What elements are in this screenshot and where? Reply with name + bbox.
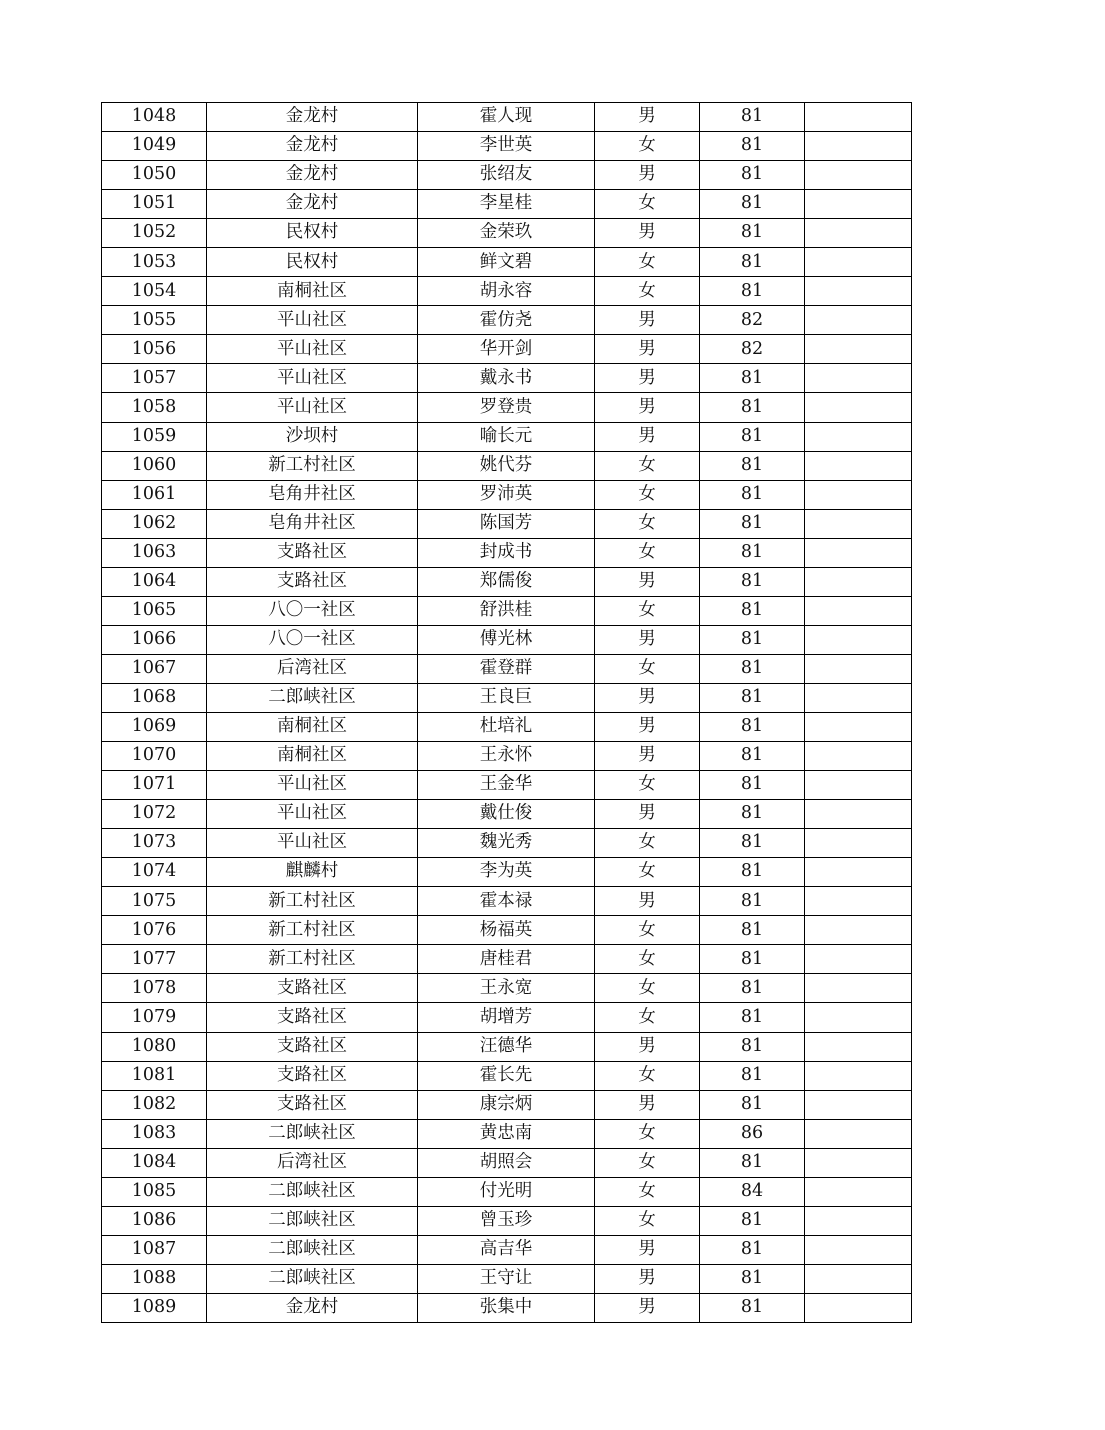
community-cell: 南桐社区 <box>207 277 418 306</box>
community-cell: 二郎峡社区 <box>207 683 418 712</box>
serial-number-cell: 1077 <box>102 945 207 974</box>
table-row <box>102 219 912 248</box>
community-cell: 二郎峡社区 <box>207 1264 418 1293</box>
serial-number-cell: 1054 <box>102 277 207 306</box>
community-cell: 二郎峡社区 <box>207 1206 418 1235</box>
age-cell: 81 <box>700 190 805 219</box>
age-cell: 81 <box>700 248 805 277</box>
gender-cell: 女 <box>595 654 700 683</box>
community-cell: 平山社区 <box>207 364 418 393</box>
table-row <box>102 364 912 393</box>
gender-cell: 女 <box>595 1061 700 1090</box>
name-cell: 陈国芳 <box>418 509 595 538</box>
serial-number-cell: 1048 <box>102 103 207 132</box>
community-cell: 南桐社区 <box>207 742 418 771</box>
note-cell <box>805 1264 912 1293</box>
table-row <box>102 800 912 829</box>
table-row <box>102 945 912 974</box>
table-row <box>102 596 912 625</box>
age-cell: 81 <box>700 654 805 683</box>
name-cell: 杜培礼 <box>418 712 595 741</box>
name-cell: 汪德华 <box>418 1032 595 1061</box>
community-cell: 支路社区 <box>207 1090 418 1119</box>
age-cell: 81 <box>700 1090 805 1119</box>
age-cell: 81 <box>700 1061 805 1090</box>
name-cell: 王金华 <box>418 771 595 800</box>
note-cell <box>805 248 912 277</box>
table-row <box>102 742 912 771</box>
age-cell: 81 <box>700 945 805 974</box>
note-cell <box>805 190 912 219</box>
name-cell: 罗登贵 <box>418 393 595 422</box>
serial-number-cell: 1056 <box>102 335 207 364</box>
age-cell: 81 <box>700 364 805 393</box>
community-cell: 平山社区 <box>207 771 418 800</box>
name-cell: 戴永书 <box>418 364 595 393</box>
age-cell: 86 <box>700 1119 805 1148</box>
table-row <box>102 1119 912 1148</box>
gender-cell: 男 <box>595 625 700 654</box>
name-cell: 胡增芳 <box>418 1003 595 1032</box>
table-row <box>102 393 912 422</box>
community-cell: 二郎峡社区 <box>207 1177 418 1206</box>
table-row <box>102 1003 912 1032</box>
note-cell <box>805 1032 912 1061</box>
table-row <box>102 451 912 480</box>
community-cell: 新工村社区 <box>207 451 418 480</box>
serial-number-cell: 1073 <box>102 829 207 858</box>
gender-cell: 男 <box>595 161 700 190</box>
age-cell: 81 <box>700 161 805 190</box>
note-cell <box>805 1206 912 1235</box>
name-cell: 胡照会 <box>418 1148 595 1177</box>
table-row <box>102 1235 912 1264</box>
community-cell: 支路社区 <box>207 538 418 567</box>
note-cell <box>805 945 912 974</box>
age-cell: 81 <box>700 567 805 596</box>
table-row <box>102 277 912 306</box>
note-cell <box>805 1003 912 1032</box>
name-cell: 喻长元 <box>418 422 595 451</box>
table-row <box>102 1032 912 1061</box>
name-cell: 王永怀 <box>418 742 595 771</box>
note-cell <box>805 771 912 800</box>
serial-number-cell: 1071 <box>102 771 207 800</box>
gender-cell: 男 <box>595 422 700 451</box>
table-row <box>102 858 912 887</box>
serial-number-cell: 1083 <box>102 1119 207 1148</box>
age-cell: 81 <box>700 1003 805 1032</box>
table-row <box>102 480 912 509</box>
serial-number-cell: 1067 <box>102 654 207 683</box>
age-cell: 81 <box>700 683 805 712</box>
name-cell: 王守让 <box>418 1264 595 1293</box>
name-cell: 鲜文碧 <box>418 248 595 277</box>
name-cell: 胡永容 <box>418 277 595 306</box>
community-cell: 后湾社区 <box>207 654 418 683</box>
name-cell: 李为英 <box>418 858 595 887</box>
gender-cell: 女 <box>595 480 700 509</box>
name-cell: 封成书 <box>418 538 595 567</box>
table-row <box>102 974 912 1003</box>
table-row <box>102 887 912 916</box>
name-cell: 黄忠南 <box>418 1119 595 1148</box>
serial-number-cell: 1052 <box>102 219 207 248</box>
gender-cell: 男 <box>595 887 700 916</box>
note-cell <box>805 219 912 248</box>
note-cell <box>805 887 912 916</box>
note-cell <box>805 712 912 741</box>
gender-cell: 女 <box>595 916 700 945</box>
gender-cell: 男 <box>595 800 700 829</box>
table-row <box>102 509 912 538</box>
serial-number-cell: 1051 <box>102 190 207 219</box>
note-cell <box>805 161 912 190</box>
table-row <box>102 190 912 219</box>
community-cell: 民权村 <box>207 219 418 248</box>
gender-cell: 女 <box>595 974 700 1003</box>
table-row <box>102 335 912 364</box>
community-cell: 支路社区 <box>207 1032 418 1061</box>
community-cell: 支路社区 <box>207 1061 418 1090</box>
note-cell <box>805 1119 912 1148</box>
age-cell: 81 <box>700 393 805 422</box>
serial-number-cell: 1086 <box>102 1206 207 1235</box>
note-cell <box>805 393 912 422</box>
gender-cell: 女 <box>595 1177 700 1206</box>
note-cell <box>805 800 912 829</box>
community-cell: 支路社区 <box>207 567 418 596</box>
gender-cell: 女 <box>595 829 700 858</box>
community-cell: 金龙村 <box>207 132 418 161</box>
serial-number-cell: 1057 <box>102 364 207 393</box>
table-row <box>102 1177 912 1206</box>
serial-number-cell: 1080 <box>102 1032 207 1061</box>
name-cell: 傅光林 <box>418 625 595 654</box>
name-cell: 杨福英 <box>418 916 595 945</box>
gender-cell: 男 <box>595 103 700 132</box>
age-cell: 81 <box>700 1032 805 1061</box>
gender-cell: 男 <box>595 712 700 741</box>
serial-number-cell: 1075 <box>102 887 207 916</box>
gender-cell: 女 <box>595 596 700 625</box>
name-cell: 罗沛英 <box>418 480 595 509</box>
note-cell <box>805 742 912 771</box>
gender-cell: 男 <box>595 742 700 771</box>
serial-number-cell: 1085 <box>102 1177 207 1206</box>
note-cell <box>805 1177 912 1206</box>
table-row <box>102 422 912 451</box>
community-cell: 支路社区 <box>207 974 418 1003</box>
name-cell: 李星桂 <box>418 190 595 219</box>
gender-cell: 男 <box>595 393 700 422</box>
name-cell: 高吉华 <box>418 1235 595 1264</box>
serial-number-cell: 1060 <box>102 451 207 480</box>
gender-cell: 女 <box>595 190 700 219</box>
roster-table <box>101 102 912 1323</box>
serial-number-cell: 1049 <box>102 132 207 161</box>
age-cell: 82 <box>700 335 805 364</box>
note-cell <box>805 596 912 625</box>
serial-number-cell: 1053 <box>102 248 207 277</box>
table-row <box>102 103 912 132</box>
note-cell <box>805 509 912 538</box>
community-cell: 新工村社区 <box>207 887 418 916</box>
serial-number-cell: 1070 <box>102 742 207 771</box>
age-cell: 81 <box>700 451 805 480</box>
gender-cell: 女 <box>595 858 700 887</box>
note-cell <box>805 538 912 567</box>
gender-cell: 男 <box>595 683 700 712</box>
name-cell: 康宗炳 <box>418 1090 595 1119</box>
name-cell: 霍仿尧 <box>418 306 595 335</box>
table-row <box>102 829 912 858</box>
table-row <box>102 161 912 190</box>
age-cell: 81 <box>700 1264 805 1293</box>
community-cell: 后湾社区 <box>207 1148 418 1177</box>
age-cell: 81 <box>700 1293 805 1322</box>
name-cell: 张绍友 <box>418 161 595 190</box>
serial-number-cell: 1074 <box>102 858 207 887</box>
name-cell: 魏光秀 <box>418 829 595 858</box>
community-cell: 平山社区 <box>207 306 418 335</box>
note-cell <box>805 422 912 451</box>
community-cell: 平山社区 <box>207 393 418 422</box>
age-cell: 81 <box>700 480 805 509</box>
table-row <box>102 1061 912 1090</box>
community-cell: 金龙村 <box>207 103 418 132</box>
gender-cell: 男 <box>595 364 700 393</box>
community-cell: 皂角井社区 <box>207 509 418 538</box>
table-row <box>102 771 912 800</box>
gender-cell: 男 <box>595 1235 700 1264</box>
gender-cell: 女 <box>595 132 700 161</box>
community-cell: 二郎峡社区 <box>207 1119 418 1148</box>
table-row <box>102 683 912 712</box>
name-cell: 霍登群 <box>418 654 595 683</box>
table-row <box>102 306 912 335</box>
gender-cell: 女 <box>595 1003 700 1032</box>
community-cell: 金龙村 <box>207 190 418 219</box>
serial-number-cell: 1061 <box>102 480 207 509</box>
age-cell: 81 <box>700 800 805 829</box>
community-cell: 南桐社区 <box>207 712 418 741</box>
gender-cell: 男 <box>595 219 700 248</box>
age-cell: 81 <box>700 625 805 654</box>
note-cell <box>805 480 912 509</box>
note-cell <box>805 1235 912 1264</box>
community-cell: 麒麟村 <box>207 858 418 887</box>
age-cell: 84 <box>700 1177 805 1206</box>
table-row <box>102 132 912 161</box>
gender-cell: 女 <box>595 248 700 277</box>
age-cell: 81 <box>700 277 805 306</box>
name-cell: 舒洪桂 <box>418 596 595 625</box>
serial-number-cell: 1064 <box>102 567 207 596</box>
serial-number-cell: 1089 <box>102 1293 207 1322</box>
serial-number-cell: 1078 <box>102 974 207 1003</box>
community-cell: 皂角井社区 <box>207 480 418 509</box>
age-cell: 82 <box>700 306 805 335</box>
serial-number-cell: 1079 <box>102 1003 207 1032</box>
community-cell: 八〇一社区 <box>207 596 418 625</box>
serial-number-cell: 1087 <box>102 1235 207 1264</box>
serial-number-cell: 1062 <box>102 509 207 538</box>
table-row <box>102 916 912 945</box>
community-cell: 二郎峡社区 <box>207 1235 418 1264</box>
serial-number-cell: 1081 <box>102 1061 207 1090</box>
age-cell: 81 <box>700 103 805 132</box>
gender-cell: 女 <box>595 1206 700 1235</box>
serial-number-cell: 1055 <box>102 306 207 335</box>
age-cell: 81 <box>700 132 805 161</box>
name-cell: 华开剑 <box>418 335 595 364</box>
serial-number-cell: 1063 <box>102 538 207 567</box>
note-cell <box>805 829 912 858</box>
table-row <box>102 567 912 596</box>
note-cell <box>805 335 912 364</box>
age-cell: 81 <box>700 1235 805 1264</box>
name-cell: 曾玉珍 <box>418 1206 595 1235</box>
name-cell: 戴仕俊 <box>418 800 595 829</box>
age-cell: 81 <box>700 1148 805 1177</box>
age-cell: 81 <box>700 538 805 567</box>
community-cell: 平山社区 <box>207 800 418 829</box>
note-cell <box>805 132 912 161</box>
gender-cell: 男 <box>595 1293 700 1322</box>
table-row <box>102 712 912 741</box>
gender-cell: 女 <box>595 771 700 800</box>
note-cell <box>805 858 912 887</box>
note-cell <box>805 567 912 596</box>
name-cell: 霍人现 <box>418 103 595 132</box>
roster-table-body <box>102 103 912 1323</box>
gender-cell: 女 <box>595 1119 700 1148</box>
serial-number-cell: 1084 <box>102 1148 207 1177</box>
community-cell: 新工村社区 <box>207 945 418 974</box>
name-cell: 张集中 <box>418 1293 595 1322</box>
note-cell <box>805 364 912 393</box>
gender-cell: 男 <box>595 1032 700 1061</box>
note-cell <box>805 1061 912 1090</box>
gender-cell: 男 <box>595 567 700 596</box>
note-cell <box>805 103 912 132</box>
note-cell <box>805 451 912 480</box>
serial-number-cell: 1069 <box>102 712 207 741</box>
community-cell: 金龙村 <box>207 1293 418 1322</box>
gender-cell: 女 <box>595 1148 700 1177</box>
table-row <box>102 1148 912 1177</box>
age-cell: 81 <box>700 509 805 538</box>
serial-number-cell: 1076 <box>102 916 207 945</box>
gender-cell: 女 <box>595 277 700 306</box>
age-cell: 81 <box>700 829 805 858</box>
serial-number-cell: 1088 <box>102 1264 207 1293</box>
name-cell: 姚代芬 <box>418 451 595 480</box>
age-cell: 81 <box>700 1206 805 1235</box>
name-cell: 李世英 <box>418 132 595 161</box>
name-cell: 付光明 <box>418 1177 595 1206</box>
age-cell: 81 <box>700 712 805 741</box>
table-row <box>102 625 912 654</box>
name-cell: 霍长先 <box>418 1061 595 1090</box>
serial-number-cell: 1066 <box>102 625 207 654</box>
note-cell <box>805 654 912 683</box>
gender-cell: 男 <box>595 335 700 364</box>
community-cell: 支路社区 <box>207 1003 418 1032</box>
note-cell <box>805 625 912 654</box>
gender-cell: 女 <box>595 538 700 567</box>
serial-number-cell: 1068 <box>102 683 207 712</box>
community-cell: 八〇一社区 <box>207 625 418 654</box>
gender-cell: 女 <box>595 509 700 538</box>
gender-cell: 女 <box>595 451 700 480</box>
serial-number-cell: 1059 <box>102 422 207 451</box>
age-cell: 81 <box>700 887 805 916</box>
table-row <box>102 1206 912 1235</box>
name-cell: 唐桂君 <box>418 945 595 974</box>
note-cell <box>805 277 912 306</box>
gender-cell: 男 <box>595 1090 700 1119</box>
serial-number-cell: 1082 <box>102 1090 207 1119</box>
age-cell: 81 <box>700 742 805 771</box>
age-cell: 81 <box>700 974 805 1003</box>
table-row <box>102 654 912 683</box>
name-cell: 金荣玖 <box>418 219 595 248</box>
table-row <box>102 1090 912 1119</box>
age-cell: 81 <box>700 858 805 887</box>
community-cell: 金龙村 <box>207 161 418 190</box>
serial-number-cell: 1050 <box>102 161 207 190</box>
gender-cell: 男 <box>595 306 700 335</box>
note-cell <box>805 683 912 712</box>
age-cell: 81 <box>700 422 805 451</box>
serial-number-cell: 1065 <box>102 596 207 625</box>
gender-cell: 女 <box>595 945 700 974</box>
note-cell <box>805 306 912 335</box>
note-cell <box>805 974 912 1003</box>
community-cell: 沙坝村 <box>207 422 418 451</box>
name-cell: 霍本禄 <box>418 887 595 916</box>
community-cell: 平山社区 <box>207 829 418 858</box>
age-cell: 81 <box>700 596 805 625</box>
table-row <box>102 248 912 277</box>
community-cell: 平山社区 <box>207 335 418 364</box>
age-cell: 81 <box>700 219 805 248</box>
note-cell <box>805 1293 912 1322</box>
table-row <box>102 1264 912 1293</box>
community-cell: 新工村社区 <box>207 916 418 945</box>
note-cell <box>805 1090 912 1119</box>
gender-cell: 男 <box>595 1264 700 1293</box>
community-cell: 民权村 <box>207 248 418 277</box>
note-cell <box>805 1148 912 1177</box>
serial-number-cell: 1072 <box>102 800 207 829</box>
age-cell: 81 <box>700 771 805 800</box>
name-cell: 郑儒俊 <box>418 567 595 596</box>
table-row <box>102 1293 912 1322</box>
note-cell <box>805 916 912 945</box>
name-cell: 王永宽 <box>418 974 595 1003</box>
table-row <box>102 538 912 567</box>
age-cell: 81 <box>700 916 805 945</box>
serial-number-cell: 1058 <box>102 393 207 422</box>
name-cell: 王良巨 <box>418 683 595 712</box>
